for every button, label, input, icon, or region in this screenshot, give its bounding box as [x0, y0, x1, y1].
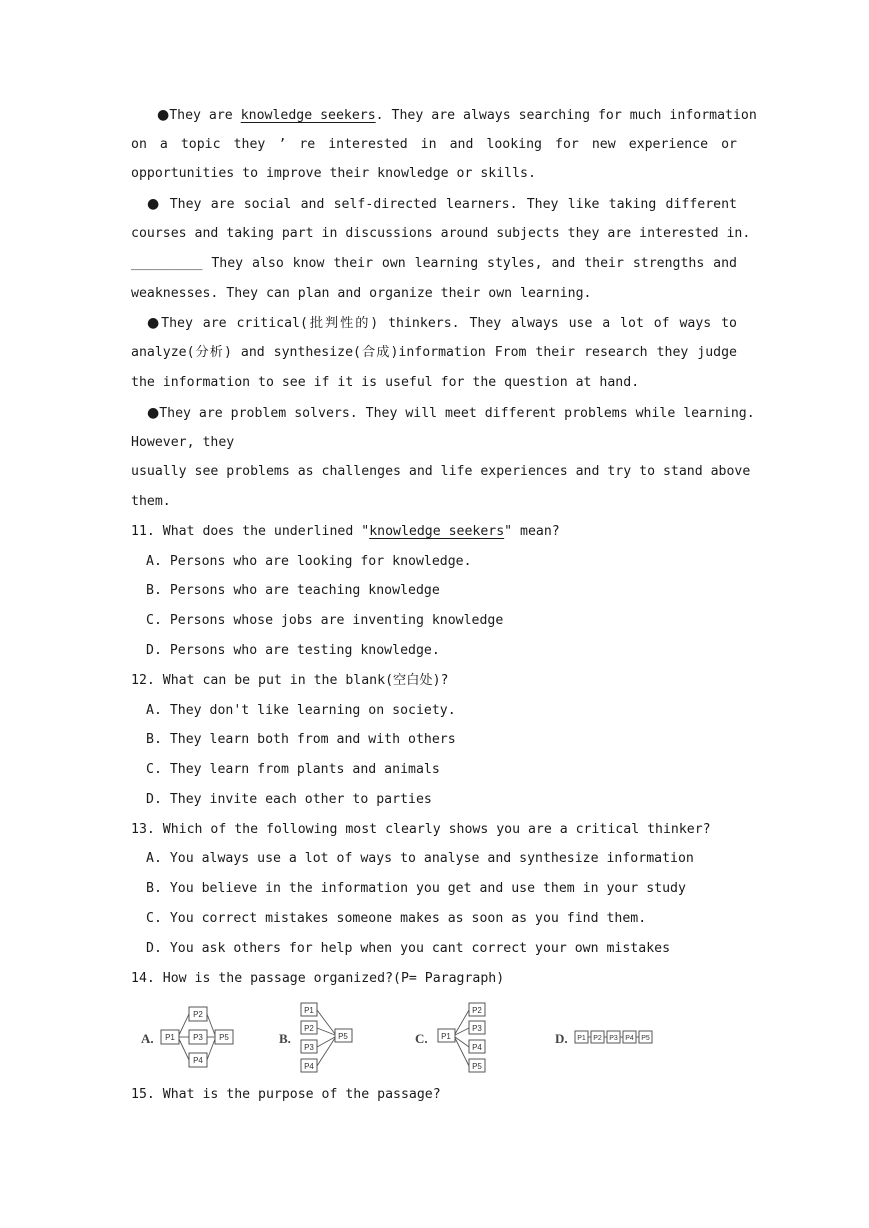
text-span: They are problem solvers. They will meet different problems while learning.	[159, 406, 755, 421]
diagram-d-label: D.	[555, 1031, 568, 1046]
box-p5: P5	[338, 1032, 348, 1041]
box-p5: P5	[472, 1062, 482, 1071]
diagram-c-graphic	[413, 998, 523, 1078]
paragraph-2-line-4: weaknesses. They can plan and organize their own learning.	[131, 286, 592, 301]
box-p5: P5	[641, 1035, 650, 1042]
question-11-option-b[interactable]: B. Persons who are teaching knowledge	[146, 583, 440, 598]
diagram-d[interactable]	[553, 998, 673, 1074]
answer-blank: _________	[131, 256, 203, 271]
box-p2: P2	[472, 1006, 482, 1015]
box-p1: P1	[304, 1006, 314, 1015]
question-12-option-d[interactable]: D. They invite each other to parties	[146, 792, 432, 807]
box-p2: P2	[304, 1024, 314, 1033]
question-13-option-c[interactable]: C. You correct mistakes someone makes as soon as you find them.	[146, 911, 647, 926]
question-11-stem	[131, 523, 737, 541]
box-p4: P4	[625, 1035, 634, 1042]
question-15-stem: 15. What is the purpose of the passage?	[131, 1087, 441, 1102]
text-span: " mean?	[504, 524, 560, 539]
diagram-a-graphic	[139, 998, 249, 1074]
bullet-icon: ●	[147, 315, 162, 331]
text-span: They are	[169, 108, 241, 123]
diagram-b[interactable]	[277, 998, 387, 1078]
box-p3: P3	[472, 1024, 482, 1033]
question-13-option-d[interactable]: D. You ask others for help when you cant correct your own mistakes	[146, 941, 671, 956]
box-p1: P1	[577, 1035, 586, 1042]
paragraph-1-line-2: on a topic they ’ re interested in and looking for new experience or	[131, 137, 737, 152]
box-p2: P2	[593, 1035, 602, 1042]
box-p3: P3	[193, 1033, 203, 1042]
bullet-icon: ●	[157, 107, 170, 123]
box-p1: P1	[165, 1033, 175, 1042]
paragraph-2-line-2: courses and taking part in discussions around subjects they are interested in.	[131, 226, 751, 241]
diagram-b-graphic	[277, 998, 387, 1078]
box-p3: P3	[609, 1035, 618, 1042]
diagram-b-label: B.	[279, 1031, 291, 1046]
underlined-phrase: knowledge seekers	[240, 108, 376, 123]
bullet-icon: ●	[147, 196, 161, 212]
question-13-option-a[interactable]: A. You always use a lot of ways to analyse and synthesize information	[146, 851, 694, 866]
box-p4: P4	[472, 1043, 482, 1052]
paragraph-4-line-3: usually see problems as challenges and life experiences and try to stand above	[131, 464, 751, 479]
box-p3: P3	[304, 1043, 314, 1052]
text-span: They are critical(批判性的) thinkers. They always use a lot of ways to	[161, 316, 737, 331]
text-span: They are social and self-directed learners. They like taking different	[169, 197, 737, 212]
diagram-c[interactable]	[413, 998, 523, 1078]
diagram-c-label: C.	[415, 1031, 428, 1046]
text-span: 11. What does the underlined "	[131, 524, 370, 539]
box-p2: P2	[193, 1010, 203, 1019]
box-p1: P1	[441, 1032, 451, 1041]
box-p5: P5	[219, 1033, 229, 1042]
paragraph-2-line-1	[147, 195, 737, 213]
diagram-a-label: A.	[141, 1031, 154, 1046]
text-span: They also know their own learning styles, and their strengths and	[202, 256, 737, 271]
diagram-a[interactable]	[139, 998, 249, 1074]
paragraph-4-line-4: them.	[131, 494, 171, 509]
paragraph-3-line-1	[147, 314, 737, 332]
question-11-option-a[interactable]: A. Persons who are looking for knowledge.	[146, 554, 472, 569]
box-p4: P4	[193, 1056, 203, 1065]
paragraph-3-line-2: analyze(分析) and synthesize(合成)information From their research they judge	[131, 345, 737, 360]
organization-diagrams	[131, 998, 671, 1078]
question-11-option-d[interactable]: D. Persons who are testing knowledge.	[146, 643, 440, 658]
underlined-phrase: knowledge seekers	[369, 524, 505, 539]
paragraph-3-line-3: the information to see if it is useful for the question at hand.	[131, 375, 640, 390]
question-12-option-a[interactable]: A. They don't like learning on society.	[146, 703, 456, 718]
paragraph-4-line-2: However, they	[131, 435, 235, 450]
paragraph-2-line-3	[131, 255, 737, 273]
bullet-icon: ●	[147, 405, 160, 421]
question-13-option-b[interactable]: B. You believe in the information you get and use them in your study	[146, 881, 686, 896]
question-11-option-c[interactable]: C. Persons whose jobs are inventing knowledge	[146, 613, 504, 628]
text-span: . They are always searching for much information	[375, 108, 757, 123]
box-p4: P4	[304, 1062, 314, 1071]
question-14-stem: 14. How is the passage organized?(P= Paragraph)	[131, 971, 505, 986]
question-13-stem: 13. Which of the following most clearly shows you are a critical thinker?	[131, 822, 711, 837]
question-12-stem: 12. What can be put in the blank(空白处)?	[131, 673, 449, 688]
paragraph-1-line-3: opportunities to improve their knowledge or skills.	[131, 166, 536, 181]
paragraph-1-line-1	[157, 106, 757, 124]
paragraph-4-line-1	[147, 404, 755, 422]
diagram-d-graphic	[553, 998, 673, 1074]
question-12-option-c[interactable]: C. They learn from plants and animals	[146, 762, 440, 777]
question-12-option-b[interactable]: B. They learn both from and with others	[146, 732, 456, 747]
